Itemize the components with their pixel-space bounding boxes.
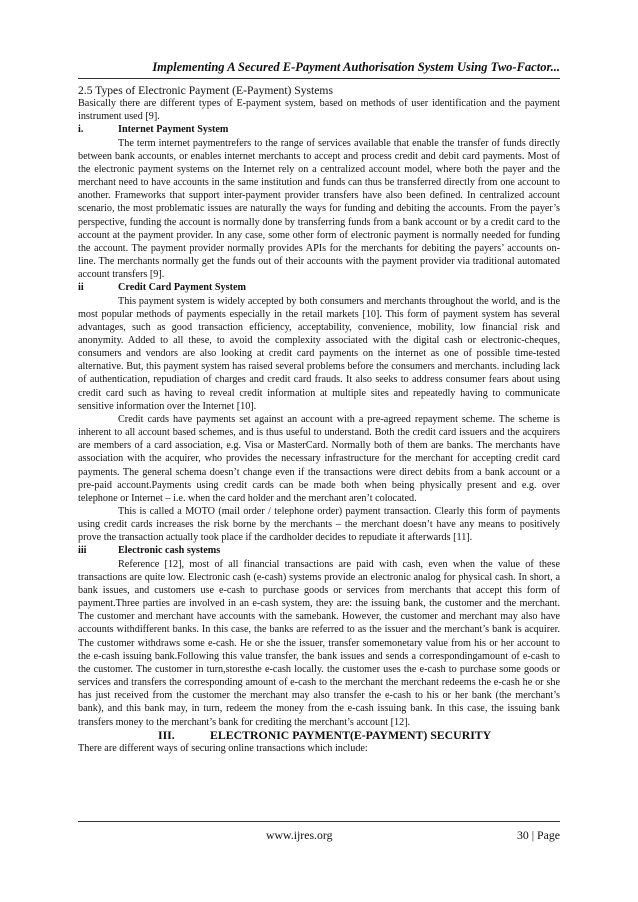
running-title: Implementing A Secured E-Payment Authorisation System Using Two-Factor... xyxy=(152,60,560,74)
section-2-5-title: 2.5 Types of Electronic Payment (E-Payment) Systems xyxy=(78,84,333,97)
subsection-iii-number: iii xyxy=(78,545,87,557)
subsection-ii-paragraph-2: Credit cards have payments set against an account with a pre-agreed repayment scheme. The scheme is inherent to all account based schemes, and is thus useful to understand. Both the credit card issuers and the acquirers are members of a card association, e.g. Visa or MasterCard. Normally both of them are banks. The merchants have association with the acquirer, who provides the necessary infrastructure for the merchant for accepting credit card payments. The general schema doesn’t change even if the transactions were direct debits from a bank account or a pre-paid account.Payments using credit cards can be made both when being physically present and e.g. over telephone or Internet – i.e. when the card holder and the merchant aren’t colocated. xyxy=(78,413,560,504)
subsection-i-number: i. xyxy=(78,124,84,136)
body-text xyxy=(78,84,560,755)
subsection-ii-heading xyxy=(78,281,560,294)
subsection-iii-heading xyxy=(78,544,560,557)
subsection-iii-title: Electronic cash systems xyxy=(118,545,221,557)
subsection-iii-paragraph-1: Reference [12], most of all financial transactions are paid with cash, even when the value of these transactions are quite low. Electronic cash (e-cash) systems provide an electronic analog for physical cash. In short, a bank issues, and customers use e-cash to purchase goods or services from merchants that accept this form of payment.Three parties are involved in an e-cash system, they are: the issuing bank, the customer and the merchant. The customer and merchant have accounts with the samebank. However, the customer and merchant may also have accounts withdifferent banks. In this case, the banks are referred to as the issuer and the merchant’s bank is acquirer. The customer withdraws some e-cash. He or she the issuer, transfer somemonetary value from his or her account to the e-cash issuing bank.Following this value transfer, the bank issues and sends a correspondingamount of e-cash to the customer. The customer in turn,storesthe e-cash locally. the customer uses the e-cash to purchase some goods or services and transfers the corresponding amount of e-cash to the merchant the merchant redeems the e-cash he or she has just received from the customer the merchant may also transfer the e-cash to his or her bank (the merchant’s bank), and this bank may, in turn, redeem the money from the e-cash issuing bank. In this case, the issuing bank transfers money to the merchant’s bank for crediting the merchant’s account [12]. xyxy=(78,558,560,728)
section-3-number: III. xyxy=(158,727,175,742)
section-3-heading xyxy=(78,729,560,742)
subsection-ii-number: ii xyxy=(78,282,84,294)
header-rule xyxy=(78,78,560,79)
section-3-title: ELECTRONIC PAYMENT(E-PAYMENT) SECURITY xyxy=(210,727,492,742)
journal-website: www.ijres.org xyxy=(266,828,333,842)
paper-page xyxy=(78,0,560,902)
subsection-ii-paragraph-1: This payment system is widely accepted by both consumers and merchants throughout the world, and is the most popular methods of payments especially in the retail markets [10]. This form of payment system has several advantages, such as good transaction efficiency, acceptability, convenience, mobility, low financial risk and anonymity. Added to all these, to avoid the complexity associated with the digital cash or electronic-cheques, consumers and vendors are also looking at credit card payments on the internet as one of possible time-tested alternative. But, this payment system has raised several problems before the consumers and merchants. including lack of authentication, repudiation of charges and credit card frauds. It also seeks to address consumer fears about using credit card such as having to reveal credit information at multiple sites and repeatedly having to communicate sensitive information over the Internet [10]. xyxy=(78,295,560,412)
page-number: 30 | Page xyxy=(517,828,560,842)
subsection-i-paragraph-1: The term internet paymentrefers to the range of services available that enable the transfer of funds directly between bank accounts, or enables internet merchants to accept and process credit and debit card payments. Most of the electronic payment systems on the Internet rely on a centralized account model, where both the payer and the merchant need to have accounts in the same institution and funds can thus be transferred directly from one account to another. Frameworks that support inter-payment provider transfers have also been defined. In centralized account scenario, the most problematic issues are naturally the ways for funding and debiting the accounts. From the payer’s perspective, funding the account is normally done by transferring funds from a bank account or by a credit card to the account at the payment provider. In any case, some other form of electronic payment is normally needed for funding the account. The payment provider normally provides APIs for the merchants for debiting the payers’ accounts on-line. The merchants normally get the funds out of their accounts with the payment provider via traditional automated account transfers [9]. xyxy=(78,137,560,281)
section-3-intro: There are different ways of securing online transactions which include: xyxy=(78,742,368,754)
footer-rule xyxy=(78,821,560,822)
subsection-ii-paragraph-3: This is called a MOTO (mail order / telephone order) payment transaction. Clearly this form of payments using credit cards increases the risk borne by the merchants – the merchant doesn’t have any means to positively prove the transaction actually took place if the cardholder decides to repudiate it afterwards [11]. xyxy=(78,506,560,544)
section-2-5-intro: Basically there are different types of E-payment system, based on methods of user identification and the payment instrument used [9]. xyxy=(78,98,560,123)
subsection-i-title: Internet Payment System xyxy=(118,124,229,136)
subsection-i-heading xyxy=(78,123,560,136)
subsection-ii-title: Credit Card Payment System xyxy=(118,282,246,294)
